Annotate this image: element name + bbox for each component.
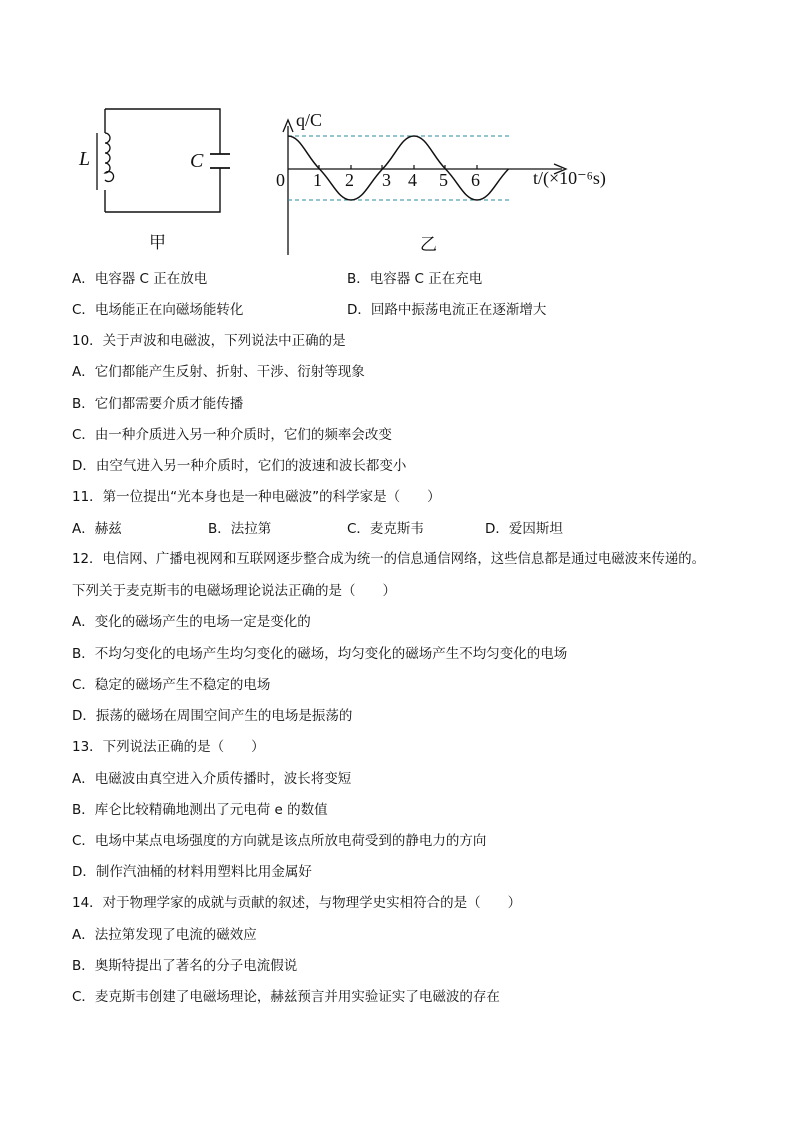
q10-option-a: A．它们都能产生反射、折射、干涉、衍射等现象 <box>72 364 365 380</box>
capacitor-label: C <box>190 150 204 172</box>
q12-option-a: A．变化的磁场产生的电场一定是变化的 <box>72 614 311 630</box>
y-axis-label: q/C <box>296 110 323 130</box>
x-tick-2: 2 <box>345 170 354 190</box>
q9-option-c: C．电场能正在向磁场能转化 <box>72 302 244 318</box>
x-tick-4: 4 <box>408 170 417 190</box>
origin-label: 0 <box>276 170 285 190</box>
x-tick-5: 5 <box>439 170 448 190</box>
q13-option-d: D．制作汽油桶的材料用塑料比用金属好 <box>72 864 312 880</box>
x-tick-1: 1 <box>313 170 322 190</box>
q9-option-d: D．回路中振荡电流正在逐渐增大 <box>347 302 547 318</box>
q10-option-b: B．它们都需要介质才能传播 <box>72 396 244 412</box>
inductor-coil <box>105 133 114 182</box>
q12-option-b: B．不均匀变化的电场产生均匀变化的磁场，均匀变化的磁场产生不均匀变化的电场 <box>72 646 568 662</box>
q12-option-c: C．稳定的磁场产生不稳定的电场 <box>72 677 271 693</box>
q10-option-c: C．由一种介质进入另一种介质时，它们的频率会改变 <box>72 427 392 443</box>
graph-caption: 乙 <box>420 235 437 255</box>
q11-option-a: A．赫兹 <box>72 521 122 537</box>
q14-option-c: C．麦克斯韦创建了电磁场理论，赫兹预言并用实验证实了电磁波的存在 <box>72 989 500 1005</box>
q10-stem: 10．关于声波和电磁波，下列说法中正确的是 <box>72 333 346 349</box>
q11-option-d: D．爱因斯坦 <box>485 521 563 537</box>
q13-option-c: C．电场中某点电场强度的方向就是该点所放电荷受到的静电力的方向 <box>72 833 487 849</box>
q9-option-b: B．电容器 C 正在充电 <box>347 271 483 287</box>
q9-option-a: A．电容器 C 正在放电 <box>72 271 208 287</box>
q11-stem: 11．第一位提出“光本身也是一种电磁波”的科学家是（ ） <box>72 489 441 505</box>
x-tick-3: 3 <box>382 170 391 190</box>
figure-area <box>70 100 630 260</box>
x-axis-label: t/(×10⁻⁶s) <box>533 168 606 188</box>
q13-stem: 13．下列说法正确的是（ ） <box>72 739 265 755</box>
x-tick-6: 6 <box>471 170 480 190</box>
circuit-caption: 甲 <box>149 233 166 253</box>
q13-option-a: A．电磁波由真空进入介质传播时，波长将变短 <box>72 771 352 787</box>
q14-option-b: B．奥斯特提出了著名的分子电流假说 <box>72 958 298 974</box>
q12-stem-line1: 12．电信网、广播电视网和互联网逐步整合成为统一的信息通信网络，这些信息都是通过电磁波来传递的。 <box>72 552 706 567</box>
q10-option-d: D．由空气进入另一种介质时，它们的波速和波长都变小 <box>72 458 407 474</box>
q14-stem: 14．对于物理学家的成就与贡献的叙述，与物理学史实相符合的是（ ） <box>72 895 522 911</box>
q14-option-a: A．法拉第发现了电流的磁效应 <box>72 927 257 943</box>
inductor-label: L <box>79 148 91 170</box>
q11-option-c: C．麦克斯韦 <box>347 521 424 537</box>
q11-option-b: B．法拉第 <box>208 521 272 537</box>
q12-option-d: D．振荡的磁场在周围空间产生的电场是振荡的 <box>72 708 353 724</box>
q13-option-b: B．库仑比较精确地测出了元电荷 e 的数值 <box>72 802 328 818</box>
q12-stem-line2: 下列关于麦克斯韦的电磁场理论说法正确的是（ ） <box>72 583 396 599</box>
